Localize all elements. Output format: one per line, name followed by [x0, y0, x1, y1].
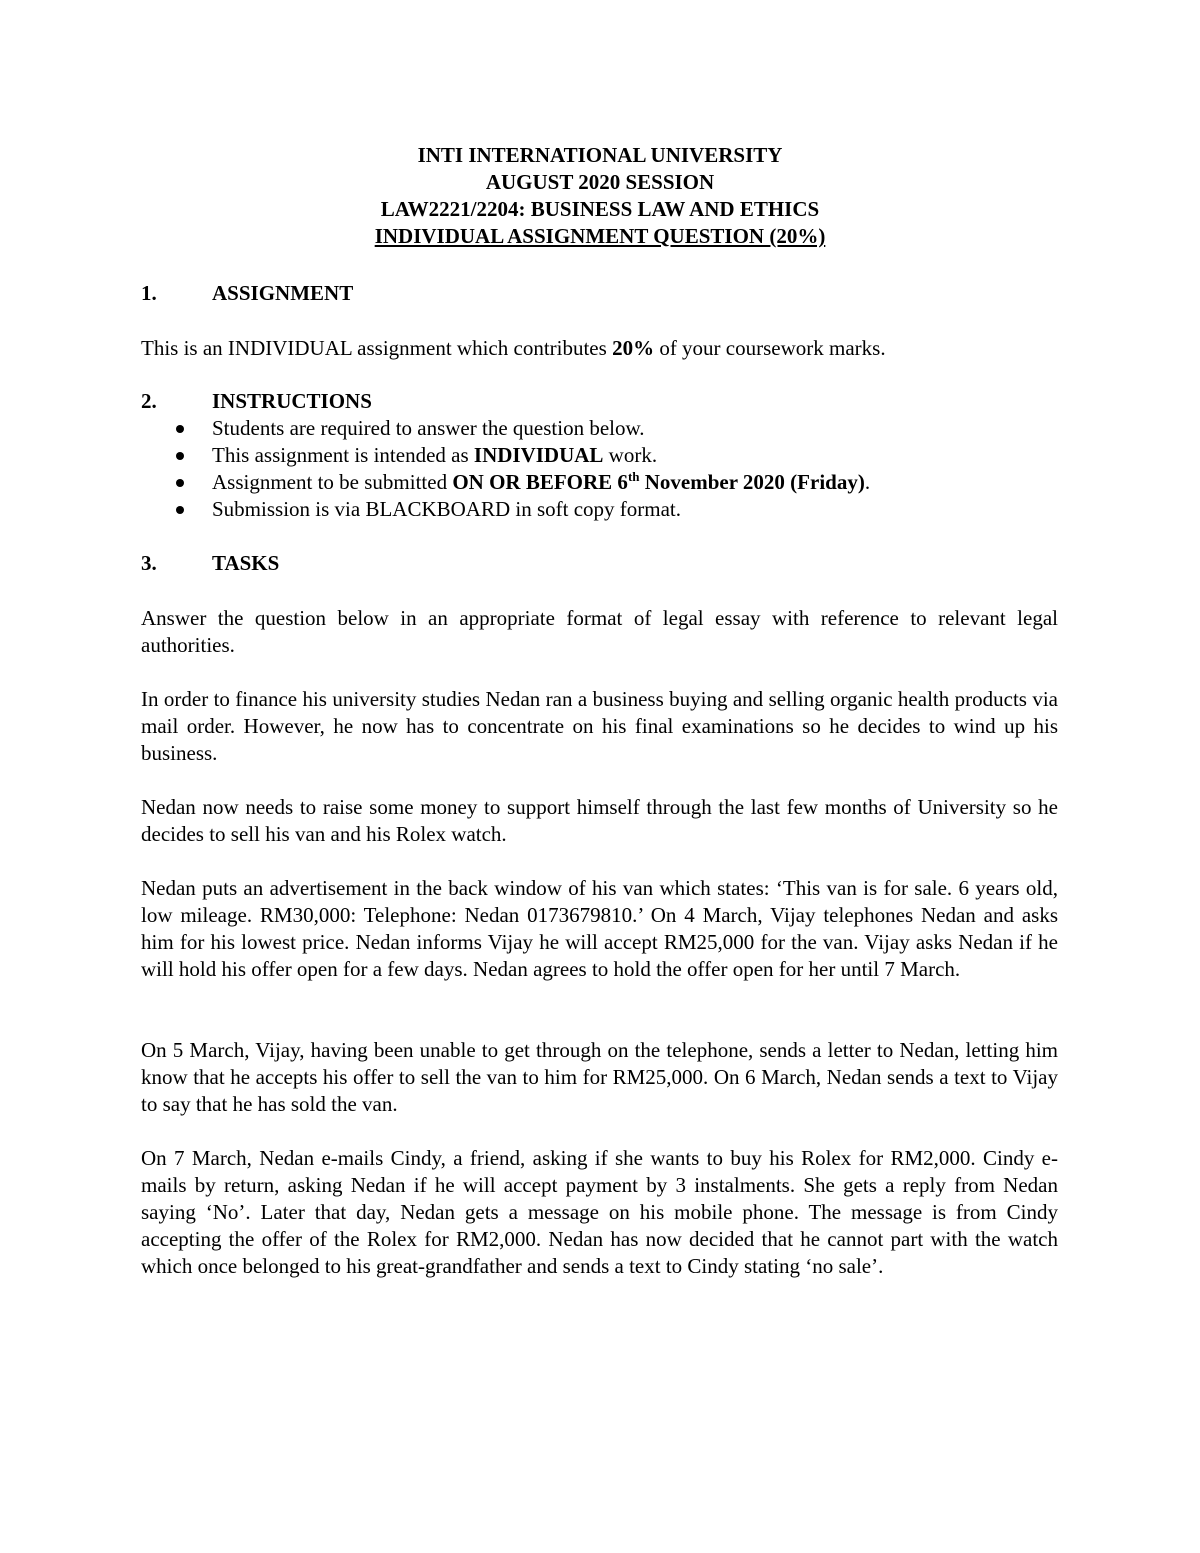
section-heading — [141, 280, 1058, 307]
section-heading — [141, 388, 1058, 415]
task-paragraph-3: Nedan now needs to raise some money to support himself through the last few months of University so he decides to sell his van and his Rolex watch. — [141, 795, 1058, 846]
section-heading — [141, 550, 1058, 577]
instruction-text-end: . — [864, 470, 871, 494]
description-text: This is an INDIVIDUAL assignment which contributes — [141, 336, 613, 360]
instruction-text-end: work. — [603, 443, 658, 467]
section-assignment — [141, 280, 1058, 307]
date-suffix: th — [627, 469, 640, 484]
course-title: LAW2221/2204: BUSINESS LAW AND ETHICS — [380, 197, 820, 221]
section-tasks — [141, 550, 1058, 577]
deadline-date: ON OR BEFORE 6 — [452, 470, 628, 494]
task-paragraph-5: On 5 March, Vijay, having been unable to get through on the telephone, sends a letter to Nedan, letting him know that he accepts his offer to sell the van to him for RM25,000. On 6 March, Nedan sends a text to Vijay to say that he has sold the van. — [141, 1038, 1058, 1116]
section-title: INSTRUCTIONS — [212, 389, 372, 413]
list-item — [141, 496, 1058, 523]
list-item — [141, 442, 1058, 469]
university-name: INTI INTERNATIONAL UNIVERSITY — [417, 143, 783, 167]
list-item — [141, 415, 1058, 442]
section-number: 2. — [141, 389, 157, 413]
instruction-text: Assignment to be submitted — [212, 470, 453, 494]
deadline-month: November 2020 (Friday) — [639, 470, 865, 494]
bullet-icon — [176, 479, 184, 487]
instructions-list — [141, 415, 1058, 523]
task-paragraph-6: On 7 March, Nedan e-mails Cindy, a friend, asking if she wants to buy his Rolex for RM2,000. Cindy e-mails by return, asking Nedan if he will accept payment by 3 instalments. She gets a reply from Nedan saying ‘No’. Later that day, Nedan gets a message on his mobile phone. The message is from Cindy accepting the offer of the Rolex for RM2,000. Nedan has now decided that he cannot part with the watch which once belonged to his great-grandfather and sends a text to Cindy stating ‘no sale’. — [141, 1146, 1058, 1278]
section-title: ASSIGNMENT — [212, 281, 354, 305]
document-header — [0, 142, 1200, 250]
bullet-icon — [176, 425, 184, 433]
assignment-title: INDIVIDUAL ASSIGNMENT QUESTION (20%) — [374, 224, 826, 248]
task-paragraph-1: Answer the question below in an appropriate format of legal essay with reference to relevant legal authorities. — [141, 606, 1058, 657]
session-title: AUGUST 2020 SESSION — [485, 170, 715, 194]
section-number: 1. — [141, 281, 157, 305]
task-paragraph-4: Nedan puts an advertisement in the back window of his van which states: ‘This van is for sale. 6 years old, low mileage. RM30,000: Telephone: Nedan 0173679810.’ On 4 March, Vijay telephones Nedan and asks him for his lowest price. Nedan informs Vijay he will accept RM25,000 for the van. Vijay asks Nedan if he will hold his offer open for a few days. Nedan agrees to hold the offer open for her until 7 March. — [141, 876, 1058, 981]
instruction-text: This assignment is intended as — [212, 443, 474, 467]
bullet-icon — [176, 506, 184, 514]
assignment-description — [141, 335, 1058, 362]
section-instructions — [141, 388, 1058, 523]
instruction-text: Students are required to answer the question below. — [212, 416, 645, 440]
section-title: TASKS — [212, 551, 280, 575]
deadline-text — [452, 470, 865, 494]
percentage-text: 20% — [612, 336, 655, 360]
instruction-bold: INDIVIDUAL — [473, 443, 604, 467]
description-text-end: of your coursework marks. — [654, 336, 886, 360]
section-number: 3. — [141, 551, 157, 575]
bullet-icon — [176, 452, 184, 460]
instruction-text: Submission is via BLACKBOARD in soft copy format. — [212, 497, 682, 521]
list-item — [141, 469, 1058, 496]
task-paragraph-2: In order to finance his university studies Nedan ran a business buying and selling organic health products via mail order. However, he now has to concentrate on his final examinations so he decides to wind up his business. — [141, 687, 1058, 765]
